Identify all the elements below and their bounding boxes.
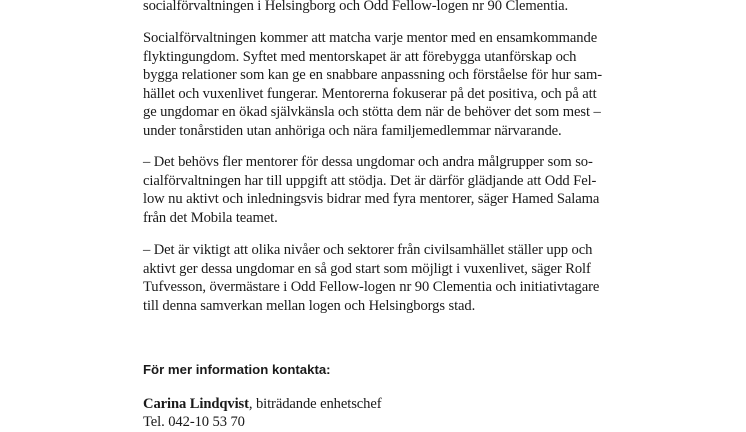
- paragraph-3-line-3: Tufvesson, övermästare i Odd Fellow-logen nr 90 Clementia och initiativtagare: [143, 279, 600, 295]
- paragraph-1-line-3: bygga relationer som kan ge en snabbare anpassning och förståelse för hur sam-: [143, 67, 603, 83]
- contact-name-line: [143, 395, 382, 414]
- paragraph-2-line-4: från det Mobila teamet.: [143, 209, 278, 226]
- paragraph-1-line-6: under tonårstiden utan anhöriga och nära familjemedlemmar närvarande.: [143, 122, 562, 139]
- paragraph-3-line-4: till denna samverkan mellan logen och Helsingborgs stad.: [143, 297, 476, 314]
- contact-role: , biträdande enhetschef: [248, 396, 382, 412]
- contact-name: Carina Lindqvist: [143, 396, 249, 412]
- paragraph-1-line-5: ge ungdomar en ökad självkänsla och stötta dem när de behöver det som mest –: [143, 104, 601, 120]
- contact-heading: För mer information kontakta:: [143, 362, 331, 377]
- paragraph-1-line-1: Socialförvaltningen kommer att matcha varje mentor med en ensamkommande: [143, 30, 598, 46]
- paragraph-1-line-4: hället och vuxenlivet fungerar. Mentorerna fokuserar på det positiva, och på att: [143, 85, 597, 102]
- contact-phone: Tel. 042-10 53 70: [143, 414, 245, 430]
- paragraph-3-line-2: aktivt ger dessa ungdomar en så god start som möjligt i vuxenlivet, säger Rolf: [143, 260, 591, 277]
- paragraph-2-line-3: low nu aktivt och inledningsvis bidrar med fyra mentorer, säger Hamed Salama: [143, 191, 600, 207]
- intro-tail-line: socialförvaltningen i Helsingborg och Odd Fellow-logen nr 90 Clementia.: [143, 0, 569, 14]
- paragraph-2-line-1: – Det behövs fler mentorer för dessa ungdomar och andra målgrupper som so-: [143, 154, 593, 170]
- paragraph-3-line-1: – Det är viktigt att olika nivåer och sektorer från civilsamhället ställer upp och: [143, 242, 593, 258]
- paragraph-2-line-2: cialförvaltningen har till uppgift att stödja. Det är därför glädjande att Odd Fel-: [143, 172, 597, 189]
- paragraph-1-line-2: flyktingungdom. Syftet med mentorskapet är att förebygga utanförskap och: [143, 48, 577, 65]
